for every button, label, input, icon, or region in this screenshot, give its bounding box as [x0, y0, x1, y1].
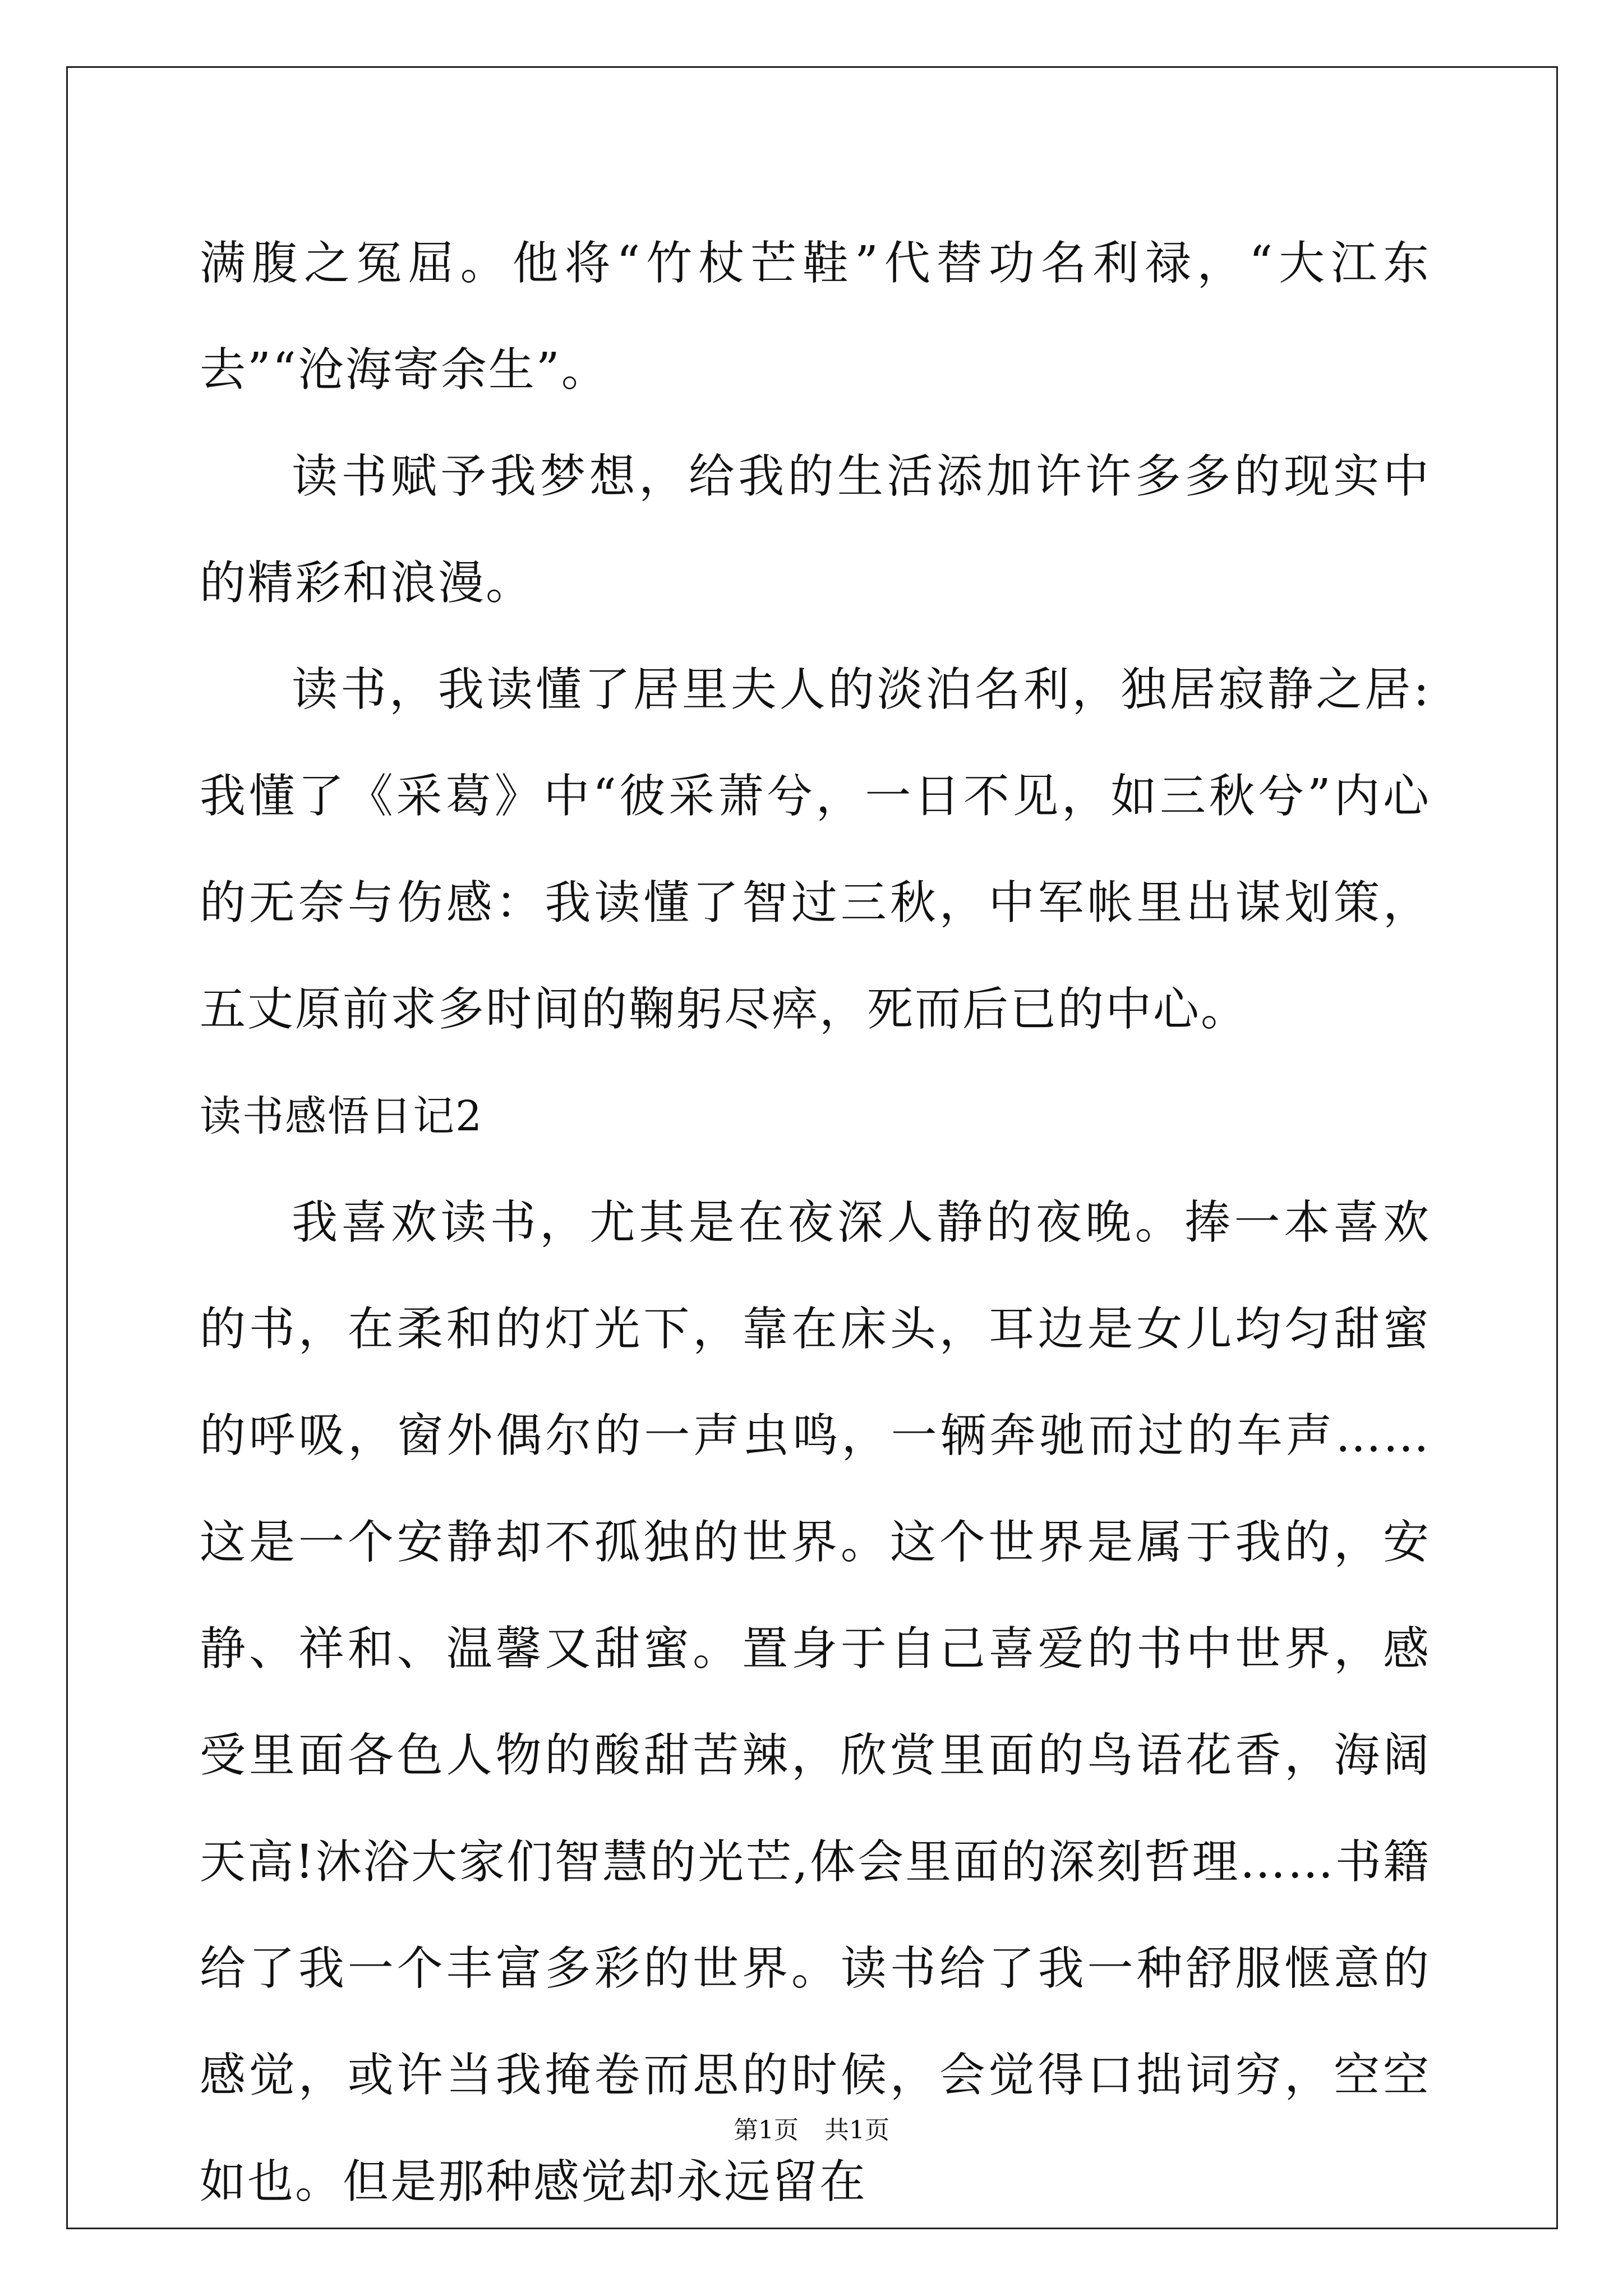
paragraph-4: 我喜欢读书，尤其是在夜深人静的夜晚。捧一本喜欢的书，在柔和的灯光下，靠在床头，耳边是女儿均匀甜蜜的呼吸，窗外偶尔的一声虫鸣，一辆奔驰而过的车声……这是一个安静却不孤独的世界。这个世界是属于我的，安静、祥和、温馨又甜蜜。置身于自己喜爱的书中世界，感受里面各色人物的酸甜苦辣，欣赏里面的鸟语花香，海阔天高!沐浴大家们智慧的光芒,体会里面的深刻哲理……书籍给了我一个丰富多彩的世界。读书给了我一种舒服惬意的感觉，或许当我掩卷而思的时候，会觉得口拙词穷，空空如也。但是那种感觉却永远留在: [200, 1196, 1431, 2208]
page-total: 共1页: [824, 2116, 889, 2145]
paragraph-1: 满腹之冤屈。他将“竹杖芒鞋”代替功名利禄，“大江东去”“沧海寄余生”。: [200, 237, 1431, 397]
document-body: [200, 210, 1431, 2235]
page-number: 第1页: [734, 2116, 799, 2145]
page-footer: [0, 2114, 1623, 2147]
paragraph-2: 读书赋予我梦想，给我的生活添加许许多多的现实中的精彩和浪漫。: [200, 450, 1431, 610]
paragraph-3: 读书，我读懂了居里夫人的淡泊名利，独居寂静之居:我懂了《采葛》中“彼采萧兮，一日不见，如三秋兮”内心的无奈与伤感：我读懂了智过三秋，中军帐里出谋划策，五丈原前求多时间的鞠躬尽瘁，死而后已的中心。: [200, 663, 1431, 1036]
section-heading: 读书感悟日记2: [200, 1092, 483, 1140]
